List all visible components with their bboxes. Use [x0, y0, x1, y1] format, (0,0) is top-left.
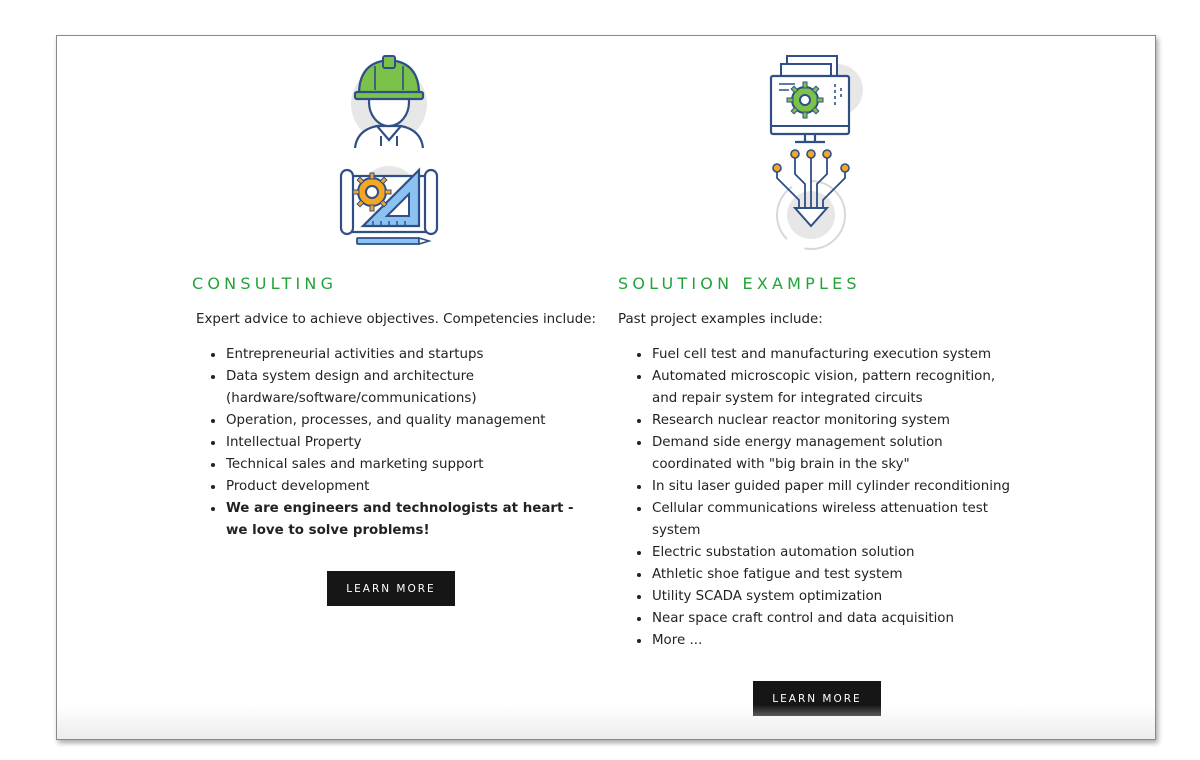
- solution-list-item: Near space craft control and data acquisition: [632, 608, 1012, 630]
- solution-list-item: Automated microscopic vision, pattern recognition, and repair system for integrated circuits: [632, 366, 1012, 410]
- bottom-fade: [57, 705, 1155, 739]
- engineer-blueprint-icon: [337, 50, 447, 248]
- solution-list-item: In situ laser guided paper mill cylinder reconditioning: [632, 476, 1012, 498]
- monitor-gear-circuit-icon: [765, 50, 875, 250]
- solution-list-item: Utility SCADA system optimization: [632, 586, 1012, 608]
- solutions-learn-more-button[interactable]: LEARN MORE: [753, 681, 881, 716]
- solution-list-item: Athletic shoe fatigue and test system: [632, 564, 1012, 586]
- solution-examples-intro: Past project examples include:: [618, 312, 823, 327]
- consulting-list-item: Intellectual Property: [206, 432, 596, 454]
- consulting-list-item: Entrepreneurial activities and startups: [206, 344, 596, 366]
- consulting-list-item: Operation, processes, and quality management: [206, 410, 596, 432]
- consulting-list-item: Product development: [206, 476, 596, 498]
- solution-examples-heading: SOLUTION EXAMPLES: [618, 274, 861, 293]
- solution-list-item: More ...: [632, 630, 1012, 652]
- consulting-list-item: Technical sales and marketing support: [206, 454, 596, 476]
- consulting-list-item: We are engineers and technologists at heart - we love to solve problems!: [206, 498, 596, 542]
- consulting-intro: Expert advice to achieve objectives. Competencies include:: [196, 312, 596, 327]
- solution-list-item: Electric substation automation solution: [632, 542, 1012, 564]
- solution-list-item: Research nuclear reactor monitoring system: [632, 410, 1012, 432]
- consulting-list-item: Data system design and architecture (hardware/software/communications): [206, 366, 596, 410]
- consulting-learn-more-button[interactable]: LEARN MORE: [327, 571, 455, 606]
- solution-list-item: Fuel cell test and manufacturing execution system: [632, 344, 1012, 366]
- solution-list-item: Cellular communications wireless attenuation test system: [632, 498, 1012, 542]
- content-frame: [56, 35, 1156, 740]
- solution-list-item: Demand side energy management solution coordinated with "big brain in the sky": [632, 432, 1012, 476]
- solution-examples-list: [632, 344, 1012, 652]
- consulting-heading: CONSULTING: [192, 274, 338, 293]
- consulting-competencies-list: [206, 344, 596, 542]
